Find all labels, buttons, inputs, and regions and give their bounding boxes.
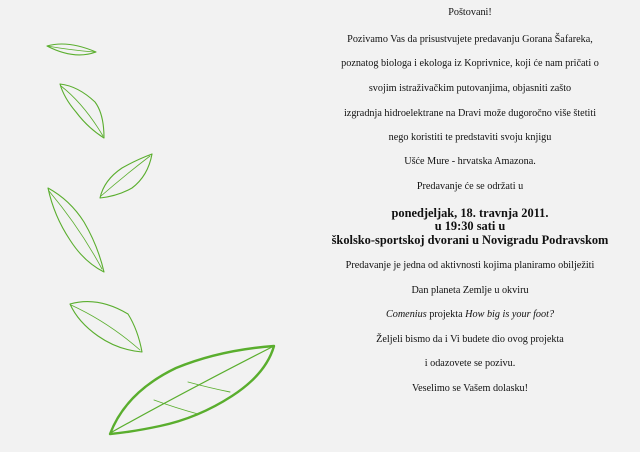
project-name-comenius: Comenius: [385, 309, 427, 320]
project-word: projekta: [426, 309, 466, 320]
event-venue: školsko-sportskoj dvorani u Novigradu Podravskom: [331, 233, 609, 247]
book-title: Ušće Mure - hrvatska Amazona.: [404, 156, 536, 167]
body-line-2: poznatog biologa i ekologa iz Koprivnice, koji će nam pričati o: [341, 58, 599, 69]
body-line-1: Pozivamo Vas da prisustvujete predavanju Gorana Šafareka,: [347, 34, 593, 45]
leaf-2: [60, 84, 104, 138]
leaf-3: [100, 154, 152, 198]
greeting: Poštovani!: [448, 7, 492, 18]
project-name-foot: How big is your foot?: [465, 309, 555, 320]
activity-line-2: Dan planeta Zemlje u okviru: [411, 285, 529, 296]
closing: Veselimo se Vašem dolasku!: [411, 383, 529, 394]
body-line-3: svojim istraživačkim putovanjima, objasniti zašto: [368, 83, 572, 94]
invitation-letter: [300, 0, 640, 452]
body-line-5: nego koristiti te predstaviti svoju knjigu: [388, 132, 552, 143]
held-intro: Predavanje će se održati u: [416, 181, 524, 192]
leaf-4: [48, 188, 104, 272]
event-time: u 19:30 sati u: [434, 219, 506, 233]
body-line-4: izgradnja hidroelektrane na Dravi može dugoročno više štetiti: [343, 108, 597, 119]
leaf-6: [110, 346, 274, 434]
leaf-1: [47, 44, 96, 55]
project-line: [300, 308, 640, 321]
wish-line-1: Željeli bismo da i Vi budete dio ovog projekta: [376, 334, 564, 345]
activity-line-1: Predavanje je jedna od aktivnosti kojima planiramo obilježiti: [345, 260, 595, 271]
wish-line-2: i odazovete se pozivu.: [424, 358, 516, 369]
leaf-5: [70, 302, 142, 352]
event-date: ponedjeljak, 18. travnja 2011.: [391, 206, 549, 220]
